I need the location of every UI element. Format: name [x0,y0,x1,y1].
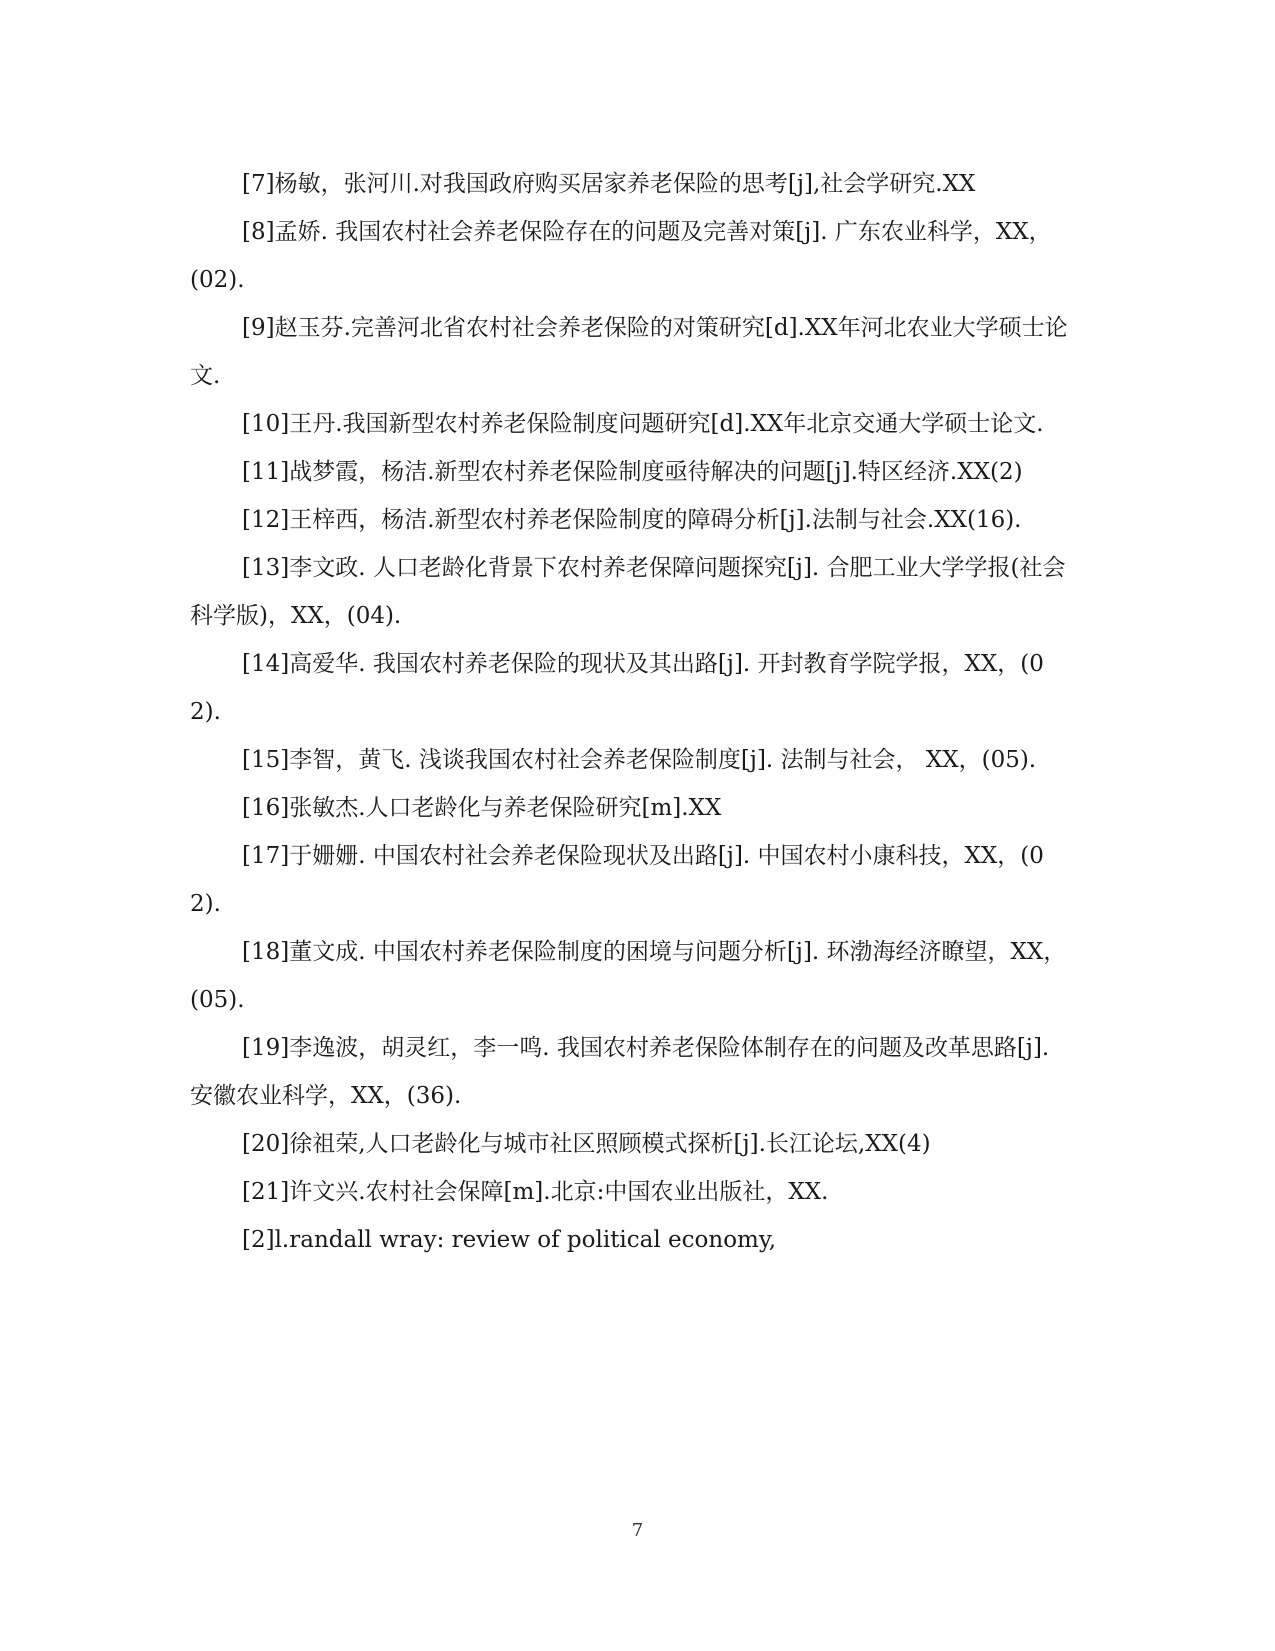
reference-item: [17]于姗姗. 中国农村社会养老保险现状及出路[j]. 中国农村小康科技，XX，(02). [190,843,1044,917]
reference-item: [18]董文成. 中国农村养老保险制度的困境与问题分析[j]. 环渤海经济瞭望，XX，(05). [190,939,1067,1013]
reference-item: [10]王丹.我国新型农村养老保险制度问题研究[d].XX年北京交通大学硕士论文. [242,411,1044,437]
reference-item: [11]战梦霞，杨洁.新型农村养老保险制度亟待解决的问题[j].特区经济.XX(2) [242,459,1023,485]
reference-item: [12]王梓西，杨洁.新型农村养老保险制度的障碍分析[j].法制与社会.XX(16). [242,507,1022,533]
reference-item: [7]杨敏，张河川.对我国政府购买居家养老保险的思考[j],社会学研究.XX [242,171,976,197]
reference-item: [14]高爱华. 我国农村养老保险的现状及其出路[j]. 开封教育学院学报，XX，(02). [190,651,1044,725]
reference-item: [16]张敏杰.人口老龄化与养老保险研究[m].XX [242,795,722,821]
reference-item: [19]李逸波，胡灵红，李一鸣. 我国农村养老保险体制存在的问题及改革思路[j]. 安徽农业科学，XX，(36). [190,1035,1050,1109]
reference-item: [2]l.randall wray: review of political economy, [242,1227,777,1253]
reference-item: [9]赵玉芬.完善河北省农村社会养老保险的对策研究[d].XX年河北农业大学硕士论文. [190,315,1068,389]
reference-item: [13]李文政. 人口老龄化背景下农村养老保障问题探究[j]. 合肥工业大学学报(社会科学版)，XX，(04). [190,555,1066,629]
reference-item: [8]孟娇. 我国农村社会养老保险存在的问题及完善对策[j]. 广东农业科学，XX，(02). [190,219,1052,293]
reference-item: [20]徐祖荣,人口老龄化与城市社区照顾模式探析[j].长江论坛,XX(4) [242,1131,931,1157]
page-number: 7 [631,1520,644,1541]
reference-item: [15]李智，黄飞. 浅谈我国农村社会养老保险制度[j]. 法制与社会， XX，(05). [242,747,1037,773]
reference-list [190,160,1070,1264]
reference-item: [21]许文兴.农村社会保障[m].北京:中国农业出版社，XX. [242,1179,829,1205]
